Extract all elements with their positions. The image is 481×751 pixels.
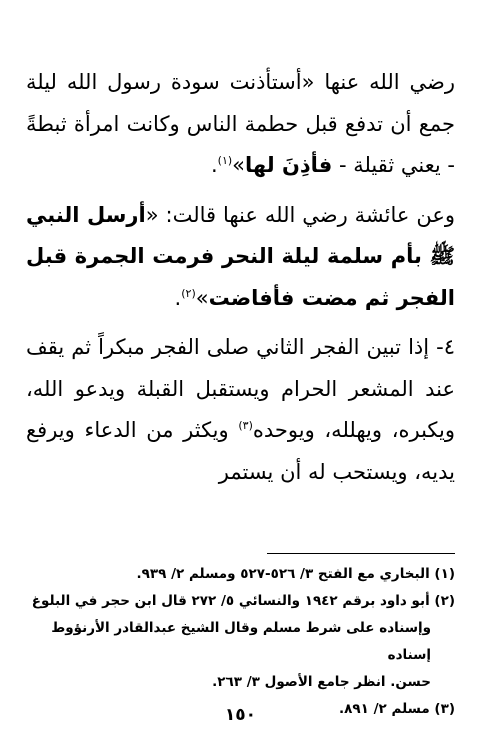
footnote-text: مسلم ٢/ ٨٩١. bbox=[339, 701, 430, 717]
footnote-ref-1: (١) bbox=[217, 154, 233, 167]
main-text bbox=[26, 62, 455, 493]
footnotes bbox=[26, 561, 455, 723]
footnote-2 bbox=[26, 588, 455, 615]
paragraph-3-text-b: ويكثر من الدعاء ويرفع يديه، ويستحب له أن يستمر bbox=[26, 418, 455, 484]
footnote-2-continued bbox=[26, 615, 455, 669]
footnote-number: (١) bbox=[434, 566, 455, 582]
paragraph-1-end: . bbox=[210, 153, 218, 177]
footnote-number: (٢) bbox=[434, 593, 455, 609]
footnote-text: البخاري مع الفتح ٣/ ٥٢٦-٥٢٧ ومسلم ٢/ ٩٣٩. bbox=[136, 566, 430, 582]
footnote-text: وإسناده على شرط مسلم وقال الشيخ عبدالقادر الأرنؤوط إسناده bbox=[51, 620, 431, 663]
footnote-text: أبو داود برقم ١٩٤٢ والنسائي ٥/ ٢٧٢ قال ابن حجر في البلوغ bbox=[31, 593, 430, 609]
footnote-divider bbox=[267, 553, 455, 554]
footnote-2-continued bbox=[26, 669, 455, 696]
paragraph-2-bold-quote: أرسل النبي ﷺ بأم سلمة ليلة النحر فرمت الجمرة قبل الفجر ثم مضت فأفاضت bbox=[26, 202, 455, 310]
paragraph-1-text: رضي الله عنها «أستأذنت سودة رسول الله ليلة جمع أن تدفع قبل حطمة الناس وكانت امرأة ثبطةً - يعني ثقيلة - bbox=[26, 70, 455, 177]
paragraph-2-text: وعن عائشة رضي الله عنها قالت: « bbox=[145, 202, 455, 227]
footnote-number: (٣) bbox=[434, 701, 455, 717]
page-number: ١٥٠ bbox=[224, 705, 257, 725]
footnote-ref-3: (٣) bbox=[238, 419, 253, 432]
paragraph-2-close-quote: » bbox=[195, 285, 209, 310]
footnote-1 bbox=[26, 561, 455, 588]
paragraph-3 bbox=[26, 327, 455, 493]
paragraph-3-text-a: ٤- إذا تبين الفجر الثاني صلى الفجر مبكراً ثم يقف عند المشعر الحرام ويستقبل القبلة ويدعو الله، ويكبره، ويهلله، ويوحده bbox=[26, 335, 455, 442]
paragraph-2-end: . bbox=[174, 285, 182, 310]
paragraph-1 bbox=[26, 62, 455, 187]
paragraph-1-bold-quote: فأذِنَ لها bbox=[245, 153, 333, 177]
footnote-ref-2: (٢) bbox=[181, 286, 196, 300]
footnote-text: حسن. انظر جامع الأصول ٣/ ٢٦٣. bbox=[212, 674, 431, 690]
paragraph-2 bbox=[26, 195, 455, 320]
paragraph-1-close-quote: » bbox=[232, 153, 246, 177]
